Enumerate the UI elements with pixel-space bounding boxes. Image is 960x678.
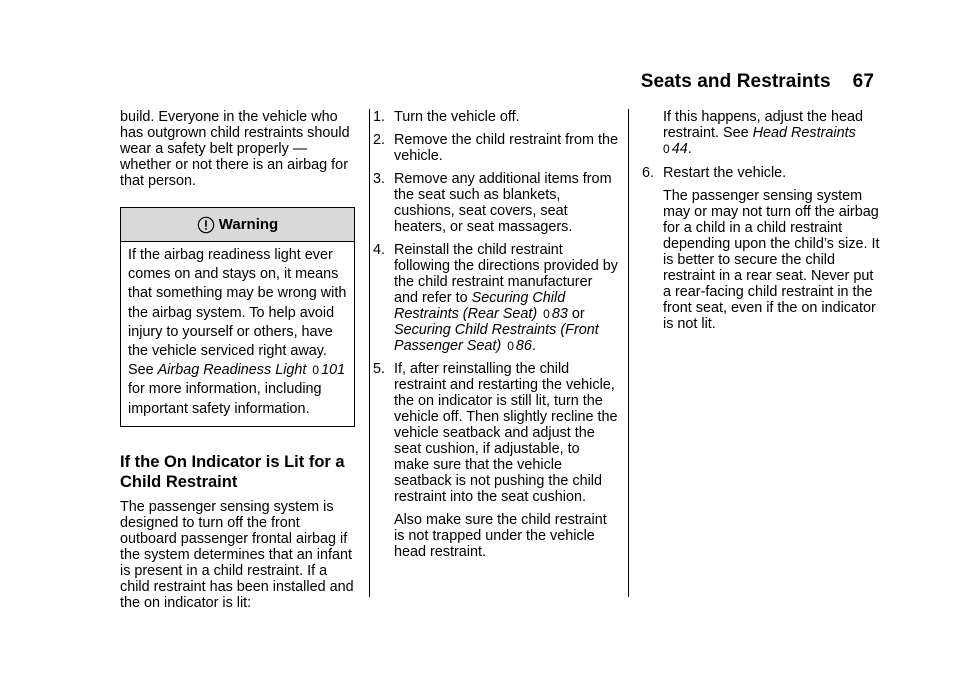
list-item xyxy=(373,361,618,505)
warning-box xyxy=(120,207,355,427)
continued-end: . xyxy=(687,141,692,157)
column-divider xyxy=(628,109,629,597)
column-3 xyxy=(642,109,882,332)
step4-text: Reinstall the child restraint following the directions provided by the child restraint manufacturer and refer to xyxy=(394,242,618,306)
step4-end: . xyxy=(531,338,536,354)
warning-ref-page[interactable]: 101 xyxy=(321,362,346,379)
intro-paragraph: build. Everyone in the vehicle who has outgrown child restraints should wear a safety belt properly — whether or not there is an airbag for that person. xyxy=(120,109,350,189)
page-ref-icon: 0 xyxy=(663,142,670,156)
front-seat-ref-page[interactable]: 86 xyxy=(515,338,532,354)
step-number: 4. xyxy=(373,242,386,258)
warning-header xyxy=(121,208,354,242)
section-title: Seats and Restraints xyxy=(640,71,831,92)
section-heading: If the On Indicator is Lit for a Child Restraint xyxy=(120,452,345,491)
step-text: If, after reinstalling the child restraint and restarting the vehicle, the on indicator is still lit, turn the vehicle off. Then slightly recline the vehicle seatback and adjust the seat cushion, if adjustable, to make sure that the vehicle seatback is not pushing the child restraint into the seat cushion. xyxy=(394,361,618,505)
step-number: 3. xyxy=(373,171,386,187)
warning-body xyxy=(121,242,354,426)
page-header xyxy=(641,71,874,93)
step-text: Remove the child restraint from the vehicle. xyxy=(394,132,618,164)
step6-subparagraph: The passenger sensing system may or may not turn off the airbag for a child in a child restraint depending upon the child’s size. It is better to secure the child restraint in a rear seat. Never put a rear-facing child restraint in the front seat, even if the on indicator is not lit. xyxy=(663,188,880,332)
continued-text: If this happens, adjust the head restraint. See xyxy=(663,109,864,141)
list-item xyxy=(373,171,618,235)
front-seat-ref-link[interactable]: Securing Child Restraints (Front Passenger Seat) xyxy=(394,322,599,354)
warning-text: If the airbag readiness light ever comes on and stays on, it means that something may be wrong with the airbag system. To help avoid injury to yourself or others, have the vehicle serviced right away. See xyxy=(128,247,347,379)
list-item xyxy=(373,132,618,164)
warning-tail: for more information, including important safety information. xyxy=(128,381,322,417)
step-text xyxy=(394,242,618,354)
head-restraints-ref-page[interactable]: 44 xyxy=(671,141,688,157)
column-2 xyxy=(373,109,618,560)
step-text: Restart the vehicle. xyxy=(663,165,787,181)
step-number: 5. xyxy=(373,361,386,377)
step-text: Remove any additional items from the seat such as blankets, cushions, seat covers, seat heaters, or seat massagers. xyxy=(394,171,612,235)
step-number: 2. xyxy=(373,132,386,148)
list-item xyxy=(642,165,882,181)
warning-title: Warning xyxy=(218,215,279,233)
head-restraints-ref-link[interactable]: Head Restraints xyxy=(752,125,856,141)
list-item xyxy=(373,242,618,354)
page-ref-icon: 0 xyxy=(312,363,320,378)
column-divider xyxy=(369,109,370,597)
warning-icon xyxy=(197,216,215,234)
continued-paragraph xyxy=(663,109,882,157)
page-ref-icon: 0 xyxy=(507,339,514,353)
step-number: 6. xyxy=(642,165,655,181)
page-ref-icon: 0 xyxy=(543,307,550,321)
section-paragraph: The passenger sensing system is designed to turn off the front outboard passenger frontal airbag if the system determines that an infant is present in a child restraint. If a child restraint has been installed and the on indicator is lit: xyxy=(120,498,354,611)
rear-seat-ref-link[interactable]: Securing Child Restraints (Rear Seat) xyxy=(394,290,566,322)
step-text: Turn the vehicle off. xyxy=(394,109,520,125)
warning-ref-link[interactable]: Airbag Readiness Light xyxy=(157,362,307,379)
page-number: 67 xyxy=(852,71,874,92)
list-item xyxy=(373,109,618,125)
rear-seat-ref-page[interactable]: 83 xyxy=(551,306,568,322)
step5-subparagraph: Also make sure the child restraint is not trapped under the vehicle head restraint. xyxy=(394,512,607,560)
step-number: 1. xyxy=(373,109,386,125)
column-1 xyxy=(120,109,358,611)
step4-or: or xyxy=(571,306,585,322)
